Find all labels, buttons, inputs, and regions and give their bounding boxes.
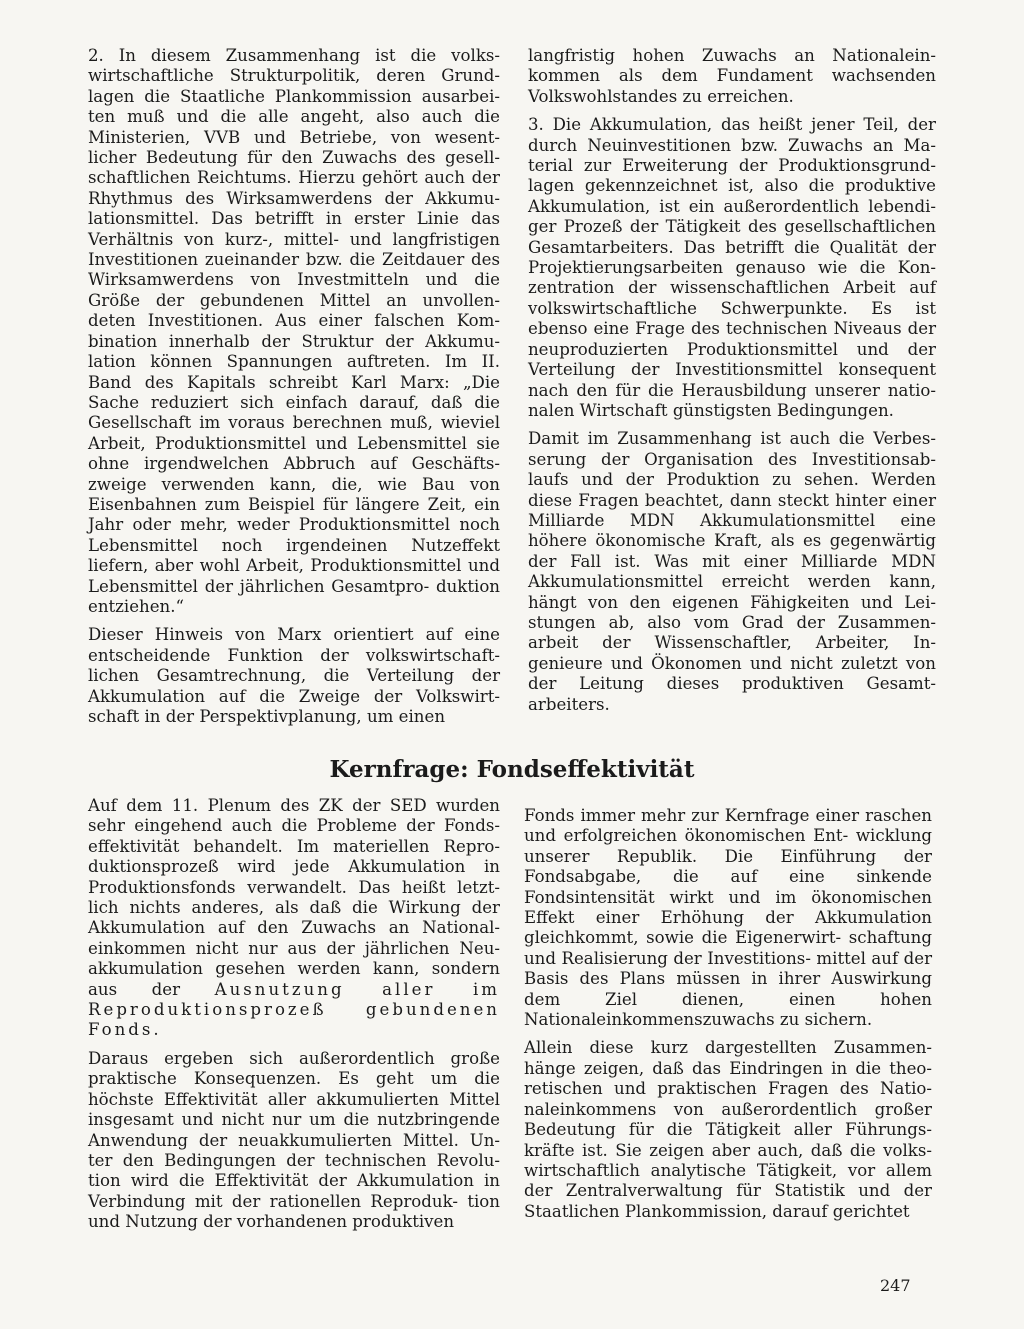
column-top-left [88, 46, 500, 727]
paragraph-plenum [88, 796, 500, 1041]
paragraph-accumulation: 3. Die Akkumulation, das heißt jener Teil, der durch Neuinvestitionen bzw. Zuwachs an Ma- terial zur Erweiterung der Produktionsgrund- lagen gekennzeichnet ist, also die produktive Akkumulation, ist ein außerordentlich lebendi- ger Prozeß der Tätigkeit des gesellschaftlichen Gesamtarbeiters. Das betrifft die Qualität der Projektierungsarbeiten genauso wie die Kon- zentration der wissenschaftlichen Arbeit auf volkswirtschaftliche Schwerpunkte. Es ist ebenso eine Frage des technischen Niveaus der neuproduzierten Produktionsmittel und der Verteilung der Investitionsmittel konsequent nach den für die Herausbildung unserer natio- nalen Wirtschaft günstigsten Bedingungen. [528, 115, 936, 420]
paragraph-structure-policy: 2. In diesem Zusammenhang ist die volks- wirtschaftliche Strukturpolitik, deren Grund- lagen die Staatliche Plankommission ausarbei- ten muß und die alle angeht, also auch die Ministerien, VVB und Betriebe, von wesent- licher Bedeutung für den Zuwachs des gesell- schaftlichen Reichtums. Hierzu gehört auch der Rhythmus des Wirksamwerdens der Akkumu- lationsmittel. Das betrifft in erster Linie das Verhältnis von kurz-, mittel- und langfristigen Investitionen zueinander bzw. die Zeitdauer des Wirksamwerdens von Investmitteln und die Größe der gebundenen Mittel an unvollen- deten Investitionen. Aus einer falschen Kom- bination innerhalb der Struktur der Akkumu- lation können Spannungen auftreten. Im II. Band des Kapitals schreibt Karl Marx: „Die Sache reduziert sich einfach darauf, daß die Gesellschaft im voraus berechnen muß, wieviel Arbeit, Produktionsmittel und Lebensmittel sie ohne irgendwelchen Abbruch auf Geschäfts- zweige verwenden kann, die, wie Bau von Eisenbahnen zum Beispiel für längere Zeit, ein Jahr oder mehr, weder Produktionsmittel noch Lebensmittel noch irgendeinen Nutzeffekt liefern, aber wohl Arbeit, Produktionsmittel und Lebensmittel der jährlichen Gesamtpro- duktion entziehen.“ [88, 46, 500, 616]
column-top-right [528, 46, 936, 715]
paragraph-plenum-text: Auf dem 11. Plenum des ZK der SED wurden sehr eingehend auch die Probleme der Fonds- effektivität behandelt. Im materiellen Repro- duktionsprozeß wird jede Akkumulation in Produktionsfonds verwandelt. Das heißt letzt- lich nichts anderes, als daß die Wirkung der Akkumulation auf den Zuwachs an National- einkommen nicht nur aus der jährlichen Neu- akkumulation gesehen werden kann, sondern aus der [88, 796, 500, 999]
section-heading: Kernfrage: Fondseffektivität [329, 756, 695, 783]
column-bottom-right [524, 806, 932, 1222]
paragraph-marx-hint: Dieser Hinweis von Marx orientiert auf eine entscheidende Funktion der volkswirtschaft- lichen Gesamtrechnung, die Verteilung der Akkumulation auf die Zweige der Volkswirt- schaft in der Perspektivplanung, um einen [88, 625, 500, 726]
paragraph-consequences: Daraus ergeben sich außerordentlich große praktische Konsequenzen. Es geht um die höchste Effektivität aller akkumulierten Mittel insgesamt und nicht nur um die nutzbringende Anwendung der neuakkumulierten Mittel. Un- ter den Bedingungen der technischen Revolu- tion wird die Effektivität der Akkumulation in Verbindung mit der rationellen Reproduk- tion und Nutzung der vorhandenen produktiven [88, 1048, 500, 1232]
paragraph-fonds: Fonds immer mehr zur Kernfrage einer raschen und erfolgreichen ökonomischen Ent- wicklung unserer Republik. Die Einführung der Fondsabgabe, die auf eine sinkende Fondsintensität wirkt und im ökonomischen Effekt einer Erhöhung der Akkumulation gleichkommt, sowie die Eigenerwirt- schaftung und Realisierung der Investitions- mittel auf der Basis des Plans müssen in ihrer Auswirkung dem Ziel dienen, einen hohen Nationaleinkommenszuwachs zu sichern. [524, 806, 932, 1030]
paragraph-plenum-spaced: Ausnutzung aller im Reproduktionsprozeß gebundenen Fonds. [88, 979, 500, 1040]
page-number: 247 [880, 1276, 911, 1295]
paragraph-conclusion: Allein diese kurz dargestellten Zusammen- hänge zeigen, daß das Eindringen in die theo- retischen und praktischen Fragen des Natio- naleinkommens von außerordentlich großer Bedeutung für die Tätigkeit aller Führungs- kräfte ist. Sie zeigen aber auch, daß die volks- wirtschaftlich analytische Tätigkeit, vor allem der Zentralverwaltung für Statistik und der Staatlichen Plankommission, darauf gerichtet [524, 1038, 932, 1221]
column-bottom-left [88, 796, 500, 1233]
paragraph-organisation: Damit im Zusammenhang ist auch die Verbes- serung der Organisation des Investitionsab- laufs und der Produktion zu sehen. Werden diese Fragen beachtet, dann steckt hinter einer Milliarde MDN Akkumulationsmittel eine höhere ökonomische Kraft, als es gegenwärtig der Fall ist. Was mit einer Milliarde MDN Akkumulationsmittel erreicht werden kann, hängt von den eigenen Fähigkeiten und Lei- stungen ab, also vom Grad der Zusammen- arbeit der Wissenschaftler, Arbeiter, In- genieure und Ökonomen und nicht zuletzt von der Leitung dieses produktiven Gesamt- arbeiters. [528, 429, 936, 714]
paragraph-national-income: langfristig hohen Zuwachs an Nationalein- kommen als dem Fundament wachsenden Volkswohlstandes zu erreichen. [528, 46, 936, 106]
